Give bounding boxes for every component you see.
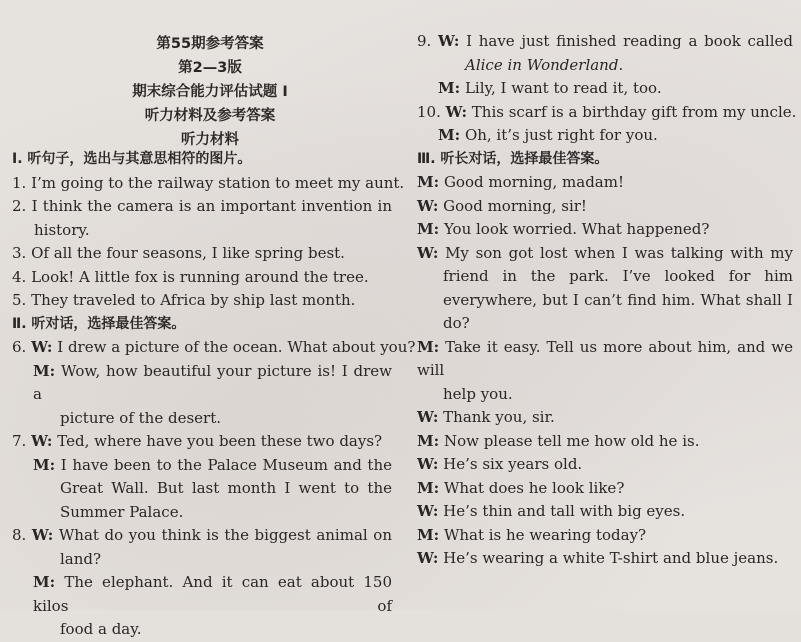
dialogue-6-w (12, 336, 416, 360)
answer-header (100, 32, 320, 152)
subsection-title: 听力材料 (181, 132, 239, 148)
dialogue-line (417, 430, 793, 454)
dialogue-8-w (12, 524, 392, 548)
speaker-m: M: (33, 455, 56, 474)
dialogue-text: He’s wearing a white T-shirt and blue jeans. (443, 549, 779, 567)
dialogue-text: Take it easy. Tell us more about him, and we will (417, 337, 793, 379)
dialogue-line-long-m (417, 336, 793, 383)
dialogue-text: What does he look like? (443, 478, 625, 497)
speaker-w: W: (438, 32, 460, 50)
dialogue-line-long-w-cont-2: everywhere, but I can’t find him. What shall I (443, 290, 793, 309)
dialogue-text: You look worried. What happened? (443, 220, 710, 238)
question-number: 8. (12, 526, 27, 544)
dialogue-text: I have been to the Palace Museum and the (60, 455, 392, 474)
dialogue-text: I have just finished reading a book called (466, 32, 793, 50)
dialogue-8-m-cont: food a day. (60, 620, 142, 638)
dialogue-line (417, 171, 793, 195)
dialogue-6-m (12, 360, 392, 407)
speaker-m: M: (417, 173, 440, 191)
speaker-m: M: (33, 573, 56, 591)
speaker-m: M: (438, 79, 461, 97)
dialogue-10-w (417, 101, 797, 125)
dialogue-10-m (417, 124, 793, 148)
speaker-w: W: (445, 102, 468, 121)
speaker-m: M: (417, 337, 440, 356)
question-number: 7. (12, 432, 27, 450)
dialogue-line-long-w-cont: friend in the park. I’ve looked for him (443, 267, 793, 285)
dialogue-line-long-m-cont: help you. (443, 384, 513, 403)
dialogue-text: The elephant. And it can eat about 150 kilos of (33, 573, 392, 615)
speaker-w: W: (417, 549, 439, 567)
item-3: 3. Of all the four seasons, I like spring best. (12, 244, 345, 262)
dialogue-6-m-cont: picture of the desert. (60, 408, 222, 427)
dialogue-text: My son got lost when I was talking with my (445, 243, 793, 262)
dialogue-text: He’s thin and tall with big eyes. (443, 502, 686, 520)
item-4: 4. Look! A little fox is running around the tree. (12, 267, 369, 286)
dialogue-text: Good morning, sir! (443, 196, 587, 215)
dialogue-line (417, 500, 793, 524)
speaker-m: M: (417, 478, 440, 497)
dialogue-8-w-cont: land? (60, 549, 102, 568)
left-column (12, 148, 416, 642)
dialogue-text: Lily, I want to read it, too. (464, 79, 662, 97)
speaker-w: W: (31, 432, 53, 450)
item-2-line-1: 2. I think the camera is an important invention in (12, 197, 392, 215)
item-1: 1. I’m going to the railway station to meet my aunt. (12, 173, 405, 192)
speaker-w: W: (417, 243, 439, 262)
dialogue-text: Wow, how beautiful your picture is! I drew a (33, 361, 392, 403)
speaker-w: W: (31, 526, 54, 544)
page-range: 第2—3版 (178, 60, 242, 76)
dialogue-line (417, 406, 793, 430)
dialogue-line-long-w (417, 242, 793, 266)
issue-title: 第55期参考答案 (156, 36, 264, 52)
dialogue-text: Oh, it’s just right for you. (464, 126, 658, 144)
dialogue-line (417, 195, 793, 219)
speaker-m: M: (33, 361, 56, 380)
dialogue-text: Thank you, sir. (443, 408, 555, 426)
question-number: 9. (417, 32, 432, 50)
dialogue-text: Now please tell me how old he is. (443, 431, 700, 450)
speaker-m: M: (417, 525, 440, 544)
speaker-w: W: (417, 196, 439, 215)
dialogue-7-m-cont-2: Summer Palace. (60, 502, 184, 521)
right-column (417, 30, 797, 571)
dialogue-line (417, 524, 793, 548)
speaker-m: M: (417, 220, 440, 238)
section-heading-3: Ⅲ. 听长对话，选择最佳答案。 (417, 150, 609, 167)
dialogue-line (417, 453, 793, 477)
dialogue-text: What is he wearing today? (443, 525, 647, 544)
dialogue-7-m-cont: Great Wall. But last month I went to the (60, 479, 392, 497)
section-title: 听力材料及参考答案 (144, 108, 276, 124)
question-number: 6. (12, 338, 27, 356)
dialogue-text: This scarf is a birthday gift from my uncle. (471, 102, 797, 121)
item-2-line-2: history. (34, 220, 90, 239)
question-number: 10. (417, 102, 441, 121)
section-heading-2: Ⅱ. 听对话，选择最佳答案。 (12, 315, 186, 332)
dialogue-9-m (417, 77, 793, 101)
test-title: 期末综合能力评估试题 I (132, 84, 288, 100)
dialogue-8-m (12, 571, 392, 618)
dialogue-text: What do you think is the biggest animal on (58, 526, 392, 544)
speaker-m: M: (438, 126, 461, 144)
speaker-w: W: (417, 408, 439, 426)
speaker-m: M: (417, 431, 440, 450)
dialogue-text: He’s six years old. (443, 455, 583, 473)
dialogue-line (417, 547, 793, 571)
speaker-w: W: (417, 502, 439, 520)
dialogue-line (417, 477, 793, 501)
speaker-w: W: (417, 455, 439, 473)
dialogue-line-long-w-cont-3: do? (443, 314, 470, 332)
section-heading-1: Ⅰ. 听句子，选出与其意思相符的图片。 (12, 151, 252, 167)
item-5: 5. They traveled to Africa by ship last month. (12, 291, 356, 309)
speaker-w: W: (31, 338, 53, 356)
book-title: Alice in Wonderland (465, 55, 619, 74)
dialogue-text: Ted, where have you been these two days? (57, 432, 383, 450)
dialogue-7-m (12, 454, 392, 478)
dialogue-9-w (417, 30, 793, 54)
dialogue-text: I drew a picture of the ocean. What about you? (57, 338, 416, 356)
dialogue-text: Good morning, madam! (443, 173, 624, 191)
dialogue-line (417, 218, 793, 242)
dialogue-7-w (12, 430, 392, 454)
dialogue-9-w-cont: Alice in Wonderland. (465, 55, 624, 74)
